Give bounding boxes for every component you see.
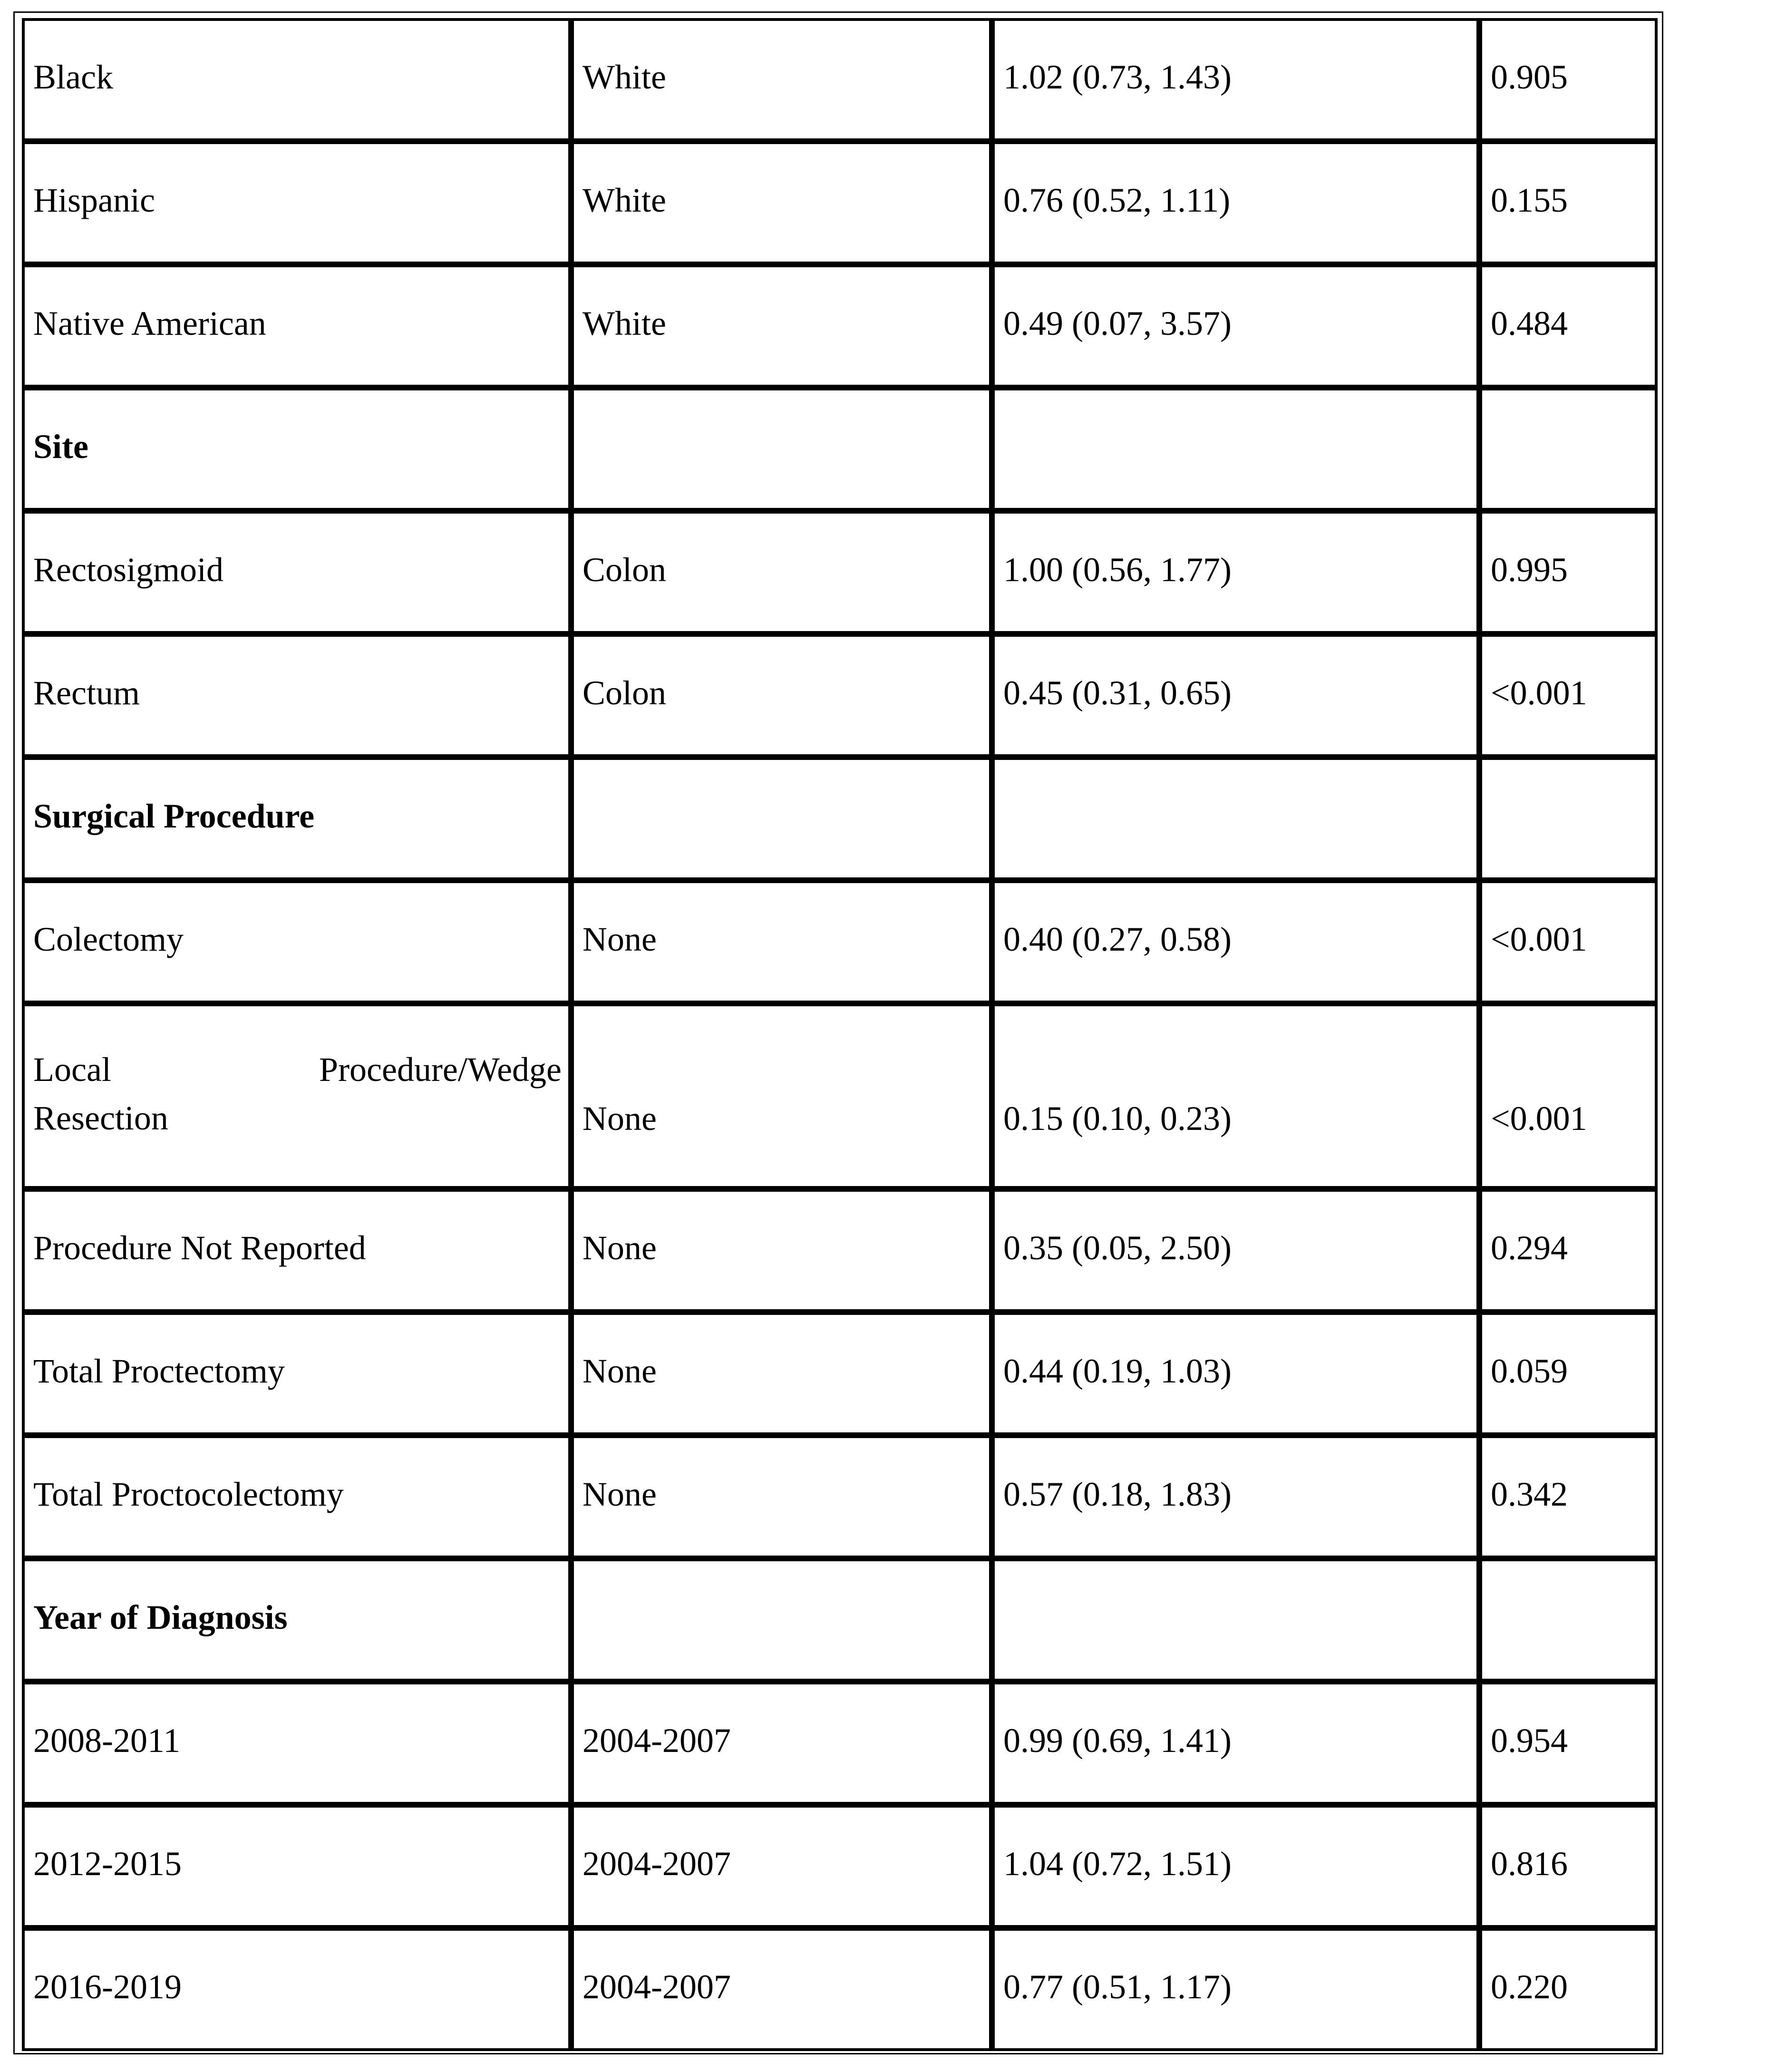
cell-estimate	[992, 1189, 1479, 1312]
estimate-value: 1.04 (0.72, 1.51)	[1003, 1845, 1232, 1883]
cell-estimate	[992, 1558, 1479, 1682]
variable-label-line-2: Resection	[33, 1099, 168, 1138]
cell-pvalue	[1479, 1928, 1658, 2051]
variable-label: Total Proctectomy	[33, 1352, 285, 1390]
variable-label: Procedure Not Reported	[33, 1229, 366, 1267]
pvalue-value: 0.954	[1491, 1722, 1568, 1760]
pvalue-value: 0.342	[1491, 1475, 1568, 1513]
reference-label: Colon	[582, 551, 667, 589]
cell-estimate	[992, 1682, 1479, 1805]
estimate-value: 0.76 (0.52, 1.11)	[1003, 181, 1231, 219]
pvalue-value: <0.001	[1491, 920, 1587, 958]
cell-reference	[571, 1435, 992, 1558]
cell-reference	[571, 18, 992, 141]
cell-pvalue	[1479, 1558, 1658, 1682]
table-row	[22, 141, 1658, 264]
variable-label-line-1: Local Procedure/Wedge	[33, 1051, 562, 1089]
cell-estimate	[992, 1435, 1479, 1558]
pvalue-value	[1491, 1561, 1655, 1601]
pvalue-value: 0.905	[1491, 58, 1568, 96]
cell-estimate	[992, 1805, 1479, 1928]
cell-pvalue	[1479, 1003, 1658, 1189]
reference-label: None	[582, 1475, 657, 1513]
estimate-value: 0.57 (0.18, 1.83)	[1003, 1475, 1232, 1513]
reference-label: White	[582, 304, 666, 342]
cell-reference	[571, 1189, 992, 1312]
cell-variable	[22, 18, 571, 141]
cell-reference	[571, 141, 992, 264]
cell-variable	[22, 1805, 571, 1928]
cell-variable	[22, 1189, 571, 1312]
table-section-row	[22, 1558, 1658, 1682]
cell-pvalue	[1479, 388, 1658, 511]
estimate-value: 0.15 (0.10, 0.23)	[1003, 1099, 1232, 1138]
cell-variable	[22, 1928, 571, 2051]
cell-pvalue	[1479, 634, 1658, 757]
estimate-value: 0.77 (0.51, 1.17)	[1003, 1968, 1232, 2006]
pvalue-value: 0.816	[1491, 1845, 1568, 1883]
pvalue-value: 0.155	[1491, 181, 1568, 219]
table-row	[22, 264, 1658, 388]
pvalue-value: 0.995	[1491, 551, 1568, 589]
cell-estimate	[992, 880, 1479, 1003]
reference-label: None	[582, 920, 657, 958]
reference-label: None	[582, 1352, 657, 1390]
cell-reference	[571, 1682, 992, 1805]
pvalue-value	[1491, 390, 1655, 430]
pvalue-value: 0.484	[1491, 304, 1568, 342]
cell-variable	[22, 264, 571, 388]
pvalue-value: 0.059	[1491, 1352, 1568, 1390]
variable-label: Hispanic	[33, 181, 155, 219]
cell-estimate	[992, 757, 1479, 880]
cell-variable	[22, 1682, 571, 1805]
table-section-row	[22, 388, 1658, 511]
reference-label	[582, 390, 989, 430]
variable-label-wrapped	[33, 1006, 568, 1142]
reference-label: None	[582, 1099, 657, 1138]
estimate-value: 1.02 (0.73, 1.43)	[1003, 58, 1232, 96]
section-label: Site	[33, 428, 88, 466]
table-row	[22, 1312, 1658, 1435]
cell-pvalue	[1479, 1189, 1658, 1312]
table-row	[22, 634, 1658, 757]
cell-estimate	[992, 511, 1479, 634]
statistical-results-table	[22, 18, 1658, 2051]
cell-pvalue	[1479, 18, 1658, 141]
cell-estimate	[992, 18, 1479, 141]
cell-reference	[571, 1928, 992, 2051]
estimate-value: 0.49 (0.07, 3.57)	[1003, 304, 1232, 342]
cell-pvalue	[1479, 1312, 1658, 1435]
variable-label: Native American	[33, 304, 266, 342]
reference-label: White	[582, 181, 666, 219]
table-section-row	[22, 757, 1658, 880]
cell-reference	[571, 1805, 992, 1928]
estimate-value: 1.00 (0.56, 1.77)	[1003, 551, 1232, 589]
cell-pvalue	[1479, 1682, 1658, 1805]
estimate-value	[1003, 390, 1476, 430]
cell-variable	[22, 1003, 571, 1189]
table-row	[22, 1928, 1658, 2051]
table-row	[22, 511, 1658, 634]
table-row	[22, 1189, 1658, 1312]
cell-reference	[571, 1558, 992, 1682]
estimate-value	[1003, 1561, 1476, 1601]
pvalue-value	[1491, 760, 1655, 799]
estimate-value: 0.40 (0.27, 0.58)	[1003, 920, 1232, 958]
estimate-value: 0.35 (0.05, 2.50)	[1003, 1229, 1232, 1267]
section-header-surgical-procedure	[22, 757, 571, 880]
cell-reference	[571, 757, 992, 880]
cell-pvalue	[1479, 1805, 1658, 1928]
cell-variable	[22, 1312, 571, 1435]
reference-label: None	[582, 1229, 657, 1267]
reference-label	[582, 760, 989, 799]
variable-label: Total Proctocolectomy	[33, 1475, 344, 1513]
cell-estimate	[992, 1003, 1479, 1189]
cell-pvalue	[1479, 1435, 1658, 1558]
pvalue-value: 0.294	[1491, 1229, 1568, 1267]
cell-variable	[22, 141, 571, 264]
pvalue-value: 0.220	[1491, 1968, 1568, 2006]
cell-reference	[571, 634, 992, 757]
cell-reference	[571, 511, 992, 634]
table-row	[22, 1805, 1658, 1928]
cell-estimate	[992, 264, 1479, 388]
table-row	[22, 1003, 1658, 1189]
table-row	[22, 1435, 1658, 1558]
reference-label: 2004-2007	[582, 1968, 731, 2006]
cell-pvalue	[1479, 880, 1658, 1003]
cell-estimate	[992, 141, 1479, 264]
variable-label: 2008-2011	[33, 1722, 181, 1760]
cell-reference	[571, 388, 992, 511]
reference-label	[582, 1561, 989, 1601]
cell-reference	[571, 1312, 992, 1435]
section-header-site	[22, 388, 571, 511]
cell-pvalue	[1479, 141, 1658, 264]
estimate-value: 0.99 (0.69, 1.41)	[1003, 1722, 1232, 1760]
cell-estimate	[992, 388, 1479, 511]
cell-reference	[571, 264, 992, 388]
section-label: Surgical Procedure	[33, 797, 315, 835]
variable-label: 2016-2019	[33, 1968, 182, 2006]
cell-pvalue	[1479, 757, 1658, 880]
pvalue-value: <0.001	[1491, 1099, 1587, 1138]
table-row	[22, 880, 1658, 1003]
variable-label: Black	[33, 58, 113, 96]
variable-label: Rectum	[33, 674, 140, 712]
cell-estimate	[992, 634, 1479, 757]
estimate-value	[1003, 760, 1476, 799]
cell-reference	[571, 880, 992, 1003]
cell-variable	[22, 880, 571, 1003]
estimate-value: 0.45 (0.31, 0.65)	[1003, 674, 1232, 712]
table-body	[22, 18, 1658, 2051]
cell-pvalue	[1479, 511, 1658, 634]
section-header-year-of-diagnosis	[22, 1558, 571, 1682]
cell-estimate	[992, 1928, 1479, 2051]
section-label: Year of Diagnosis	[33, 1598, 288, 1636]
cell-variable	[22, 634, 571, 757]
table-row	[22, 18, 1658, 141]
estimate-value: 0.44 (0.19, 1.03)	[1003, 1352, 1232, 1390]
variable-label: Colectomy	[33, 920, 184, 958]
reference-label: White	[582, 58, 666, 96]
cell-estimate	[992, 1312, 1479, 1435]
variable-label: 2012-2015	[33, 1845, 182, 1883]
reference-label: 2004-2007	[582, 1722, 731, 1760]
cell-variable	[22, 1435, 571, 1558]
reference-label: Colon	[582, 674, 667, 712]
reference-label: 2004-2007	[582, 1845, 731, 1883]
pvalue-value: <0.001	[1491, 674, 1587, 712]
variable-label: Rectosigmoid	[33, 551, 223, 589]
cell-reference	[571, 1003, 992, 1189]
cell-pvalue	[1479, 264, 1658, 388]
cell-variable	[22, 511, 571, 634]
table-row	[22, 1682, 1658, 1805]
